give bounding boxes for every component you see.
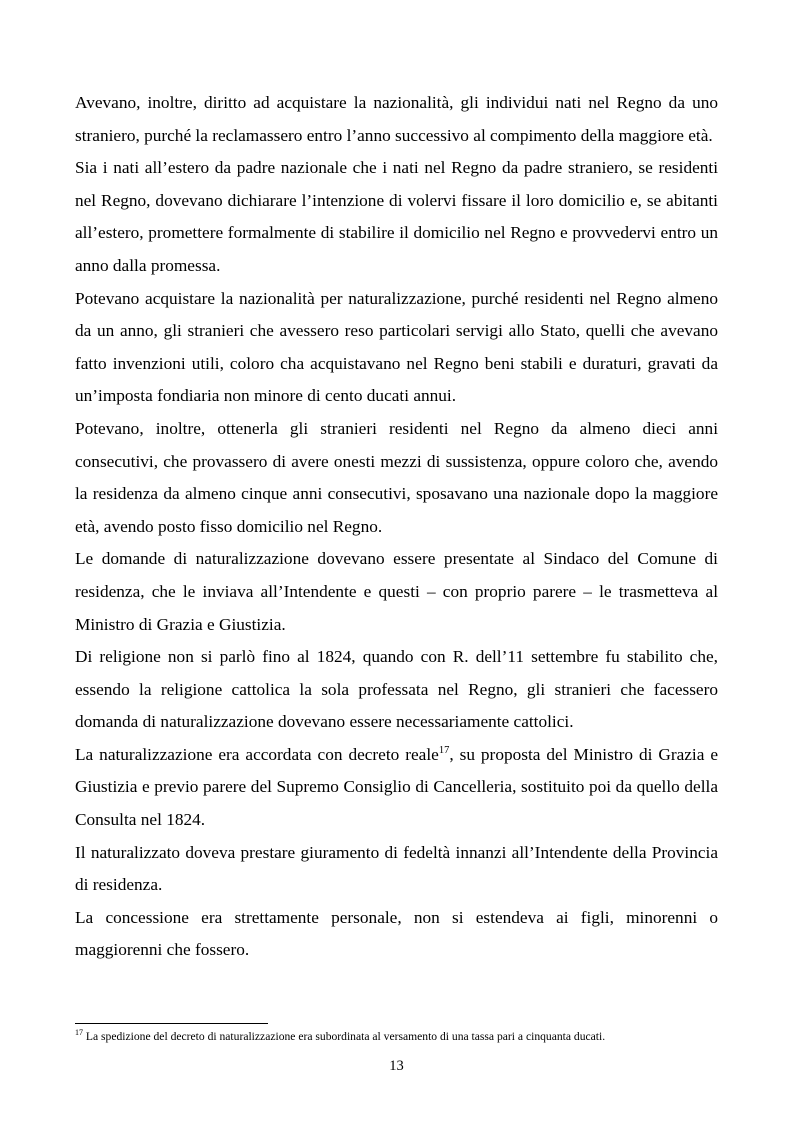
paragraph-with-footnote bbox=[75, 739, 718, 837]
page-number: 13 bbox=[389, 1058, 404, 1074]
paragraph: Le domande di naturalizzazione dovevano essere presentate al Sindaco del Comune di residenza, che le inviava all’Intendente e questi – con proprio parere – le trasmetteva al Ministro di Grazia e Giustizia. bbox=[75, 549, 718, 634]
paragraph: La concessione era strettamente personale, non si estendeva ai figli, minorenni o maggiorenni che fossero. bbox=[75, 907, 718, 960]
footnote-number: 17 bbox=[75, 1028, 83, 1037]
paragraph: Avevano, inoltre, diritto ad acquistare la nazionalità, gli individui nati nel Regno da uno straniero, purché la reclamassero entro l’anno successivo al compimento della maggiore età. bbox=[75, 93, 718, 145]
footnote-reference: 17 bbox=[438, 744, 450, 756]
paragraph: Di religione non si parlò fino al 1824, quando con R. dell’11 settembre fu stabilito che, essendo la religione cattolica la sola professata nel Regno, gli stranieri che facessero domanda di naturalizzazione dovevano essere necessariamente cattolici. bbox=[75, 647, 718, 732]
footnote-text: La spedizione del decreto di naturalizzazione era subordinata al versamento di una tassa pari a cinquanta ducati. bbox=[83, 1030, 606, 1043]
paragraph: Potevano, inoltre, ottenerla gli stranieri residenti nel Regno da almeno dieci anni consecutivi, che provassero di avere onesti mezzi di sussistenza, oppure coloro che, avendo la residenza da almeno cinque anni consecutivi, sposavano una nazionale dopo la maggiore età, avendo posto fisso domicilio nel Regno. bbox=[75, 418, 718, 536]
paragraph: Il naturalizzato doveva prestare giuramento di fedeltà innanzi all’Intendente della Provincia di residenza. bbox=[75, 842, 718, 895]
paragraph-text-before: La naturalizzazione era accordata con decreto reale bbox=[75, 744, 439, 764]
footnote bbox=[75, 1029, 735, 1044]
body-text bbox=[75, 87, 718, 967]
paragraph: Sia i nati all’estero da padre nazionale che i nati nel Regno da padre straniero, se residenti nel Regno, dovevano dichiarare l’intenzione di volervi fissare il loro domicilio e, se abitanti all’estero, promettere formalmente di stabilire il domicilio nel Regno e provvedervi entro un anno dalla promessa. bbox=[75, 158, 718, 275]
footnote-separator bbox=[75, 1023, 268, 1024]
paragraph-text-after: , su proposta del Ministro di Grazia e Giustizia e previo parere del Supremo Consiglio di Cancelleria, sostituito poi da quello della Consulta nel 1824. bbox=[75, 744, 719, 830]
paragraph: Potevano acquistare la nazionalità per naturalizzazione, purché residenti nel Regno almeno da un anno, gli stranieri che avessero reso particolari servigi allo Stato, quelli che avevano fatto invenzioni utili, coloro cha acquistavano nel Regno beni stabili e duraturi, gravati da un’imposta fondiaria non minore di cento ducati annui. bbox=[75, 288, 718, 406]
